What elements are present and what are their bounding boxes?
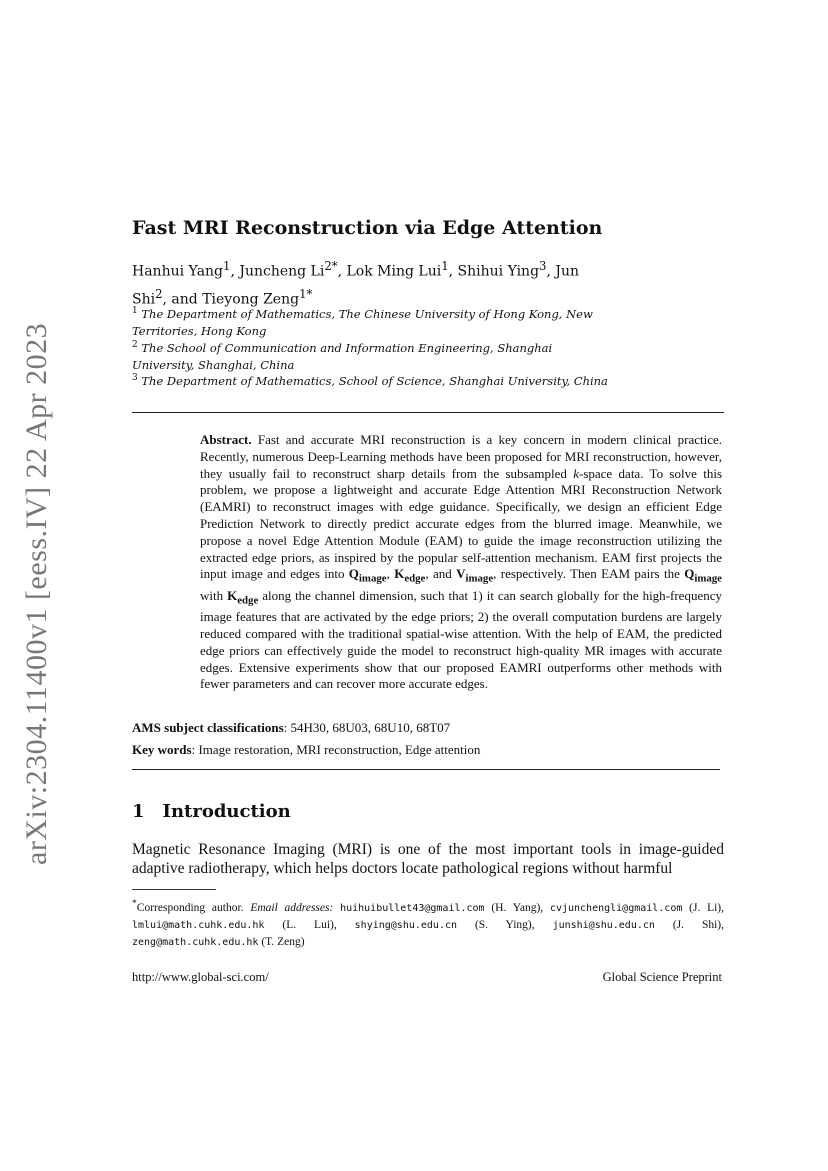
ams-value: : 54H30, 68U03, 68U10, 68T07: [283, 720, 451, 735]
author-name: Lok Ming Lui: [346, 263, 442, 280]
top-rule: [132, 412, 724, 413]
keywords-label: Key words: [132, 742, 192, 757]
abstract-text: -space data. To solve this problem, we propose a lightweight and accurate Edge Attention MRI Reconstruction Network (EAMRI) to reconstruct images with edge guidance. Specifically, we design an efficient Edge Prediction Network to directly predict accurate edges from the blurred image. Meanwhile, we propose a novel Edge Attention Module (EAM) to guide the image reconstruction utilizing the extracted edge priors, as inspired by the popular self-attention mechanism. EAM first projects the input image and edges into: [200, 465, 723, 582]
keywords-value: : Image restoration, MRI reconstruction, Edge attention: [191, 742, 481, 757]
author-and: and: [171, 291, 203, 308]
email-owner: (H. Yang),: [484, 901, 550, 914]
author-separator: ,: [230, 263, 240, 280]
footnote-mark: *: [132, 898, 137, 909]
author-separator: ,: [546, 263, 556, 280]
abstract-math-sub: image: [465, 572, 494, 585]
affiliation-text: The Department of Mathematics, The Chinese University of Hong Kong, New Territories, Hong Kong: [132, 306, 593, 338]
abstract-text: with: [200, 587, 228, 603]
author-name: Hanhui Yang: [132, 263, 224, 280]
section-heading: [132, 801, 291, 822]
affiliation: [132, 337, 612, 374]
abstract-label: Abstract.: [200, 432, 252, 447]
abstract-text: , and: [425, 566, 457, 582]
email-owner: (J. Shi),: [654, 918, 725, 931]
ams-classifications: [132, 720, 450, 736]
email-address[interactable]: shying@shu.edu.cn: [354, 919, 458, 931]
abstract-text: ,: [386, 566, 395, 582]
abstract-math-sub: edge: [404, 572, 426, 585]
author-mark: 1: [223, 259, 231, 273]
footer-url[interactable]: http://www.global-sci.com/: [132, 970, 269, 984]
email-address[interactable]: huihuibullet43@gmail.com: [340, 902, 485, 914]
email-owner: (T. Zeng): [258, 935, 305, 948]
footer-journal: Global Science Preprint: [602, 970, 722, 984]
footnote-rule: [132, 889, 216, 890]
abstract-math-sub: image: [358, 572, 387, 585]
affiliation: [132, 303, 612, 340]
author-mark: 3: [539, 259, 547, 273]
abstract-math: Q: [684, 566, 695, 582]
abstract: [200, 432, 722, 693]
abstract-math: k: [573, 465, 579, 481]
author-separator: ,: [162, 291, 172, 308]
email-address[interactable]: junshi@shu.edu.cn: [552, 919, 655, 931]
abstract-math: K: [394, 566, 405, 582]
email-address[interactable]: lmlui@math.cuhk.edu.hk: [132, 919, 265, 931]
author-separator: ,: [337, 263, 347, 280]
author-name: Juncheng Li: [239, 263, 325, 280]
section-title: Introduction: [162, 801, 291, 822]
author-mark: 2: [155, 286, 163, 301]
affiliation-mark: 3: [132, 373, 138, 383]
affiliation-text: The School of Communication and Information Engineering, Shanghai University, Shanghai, China: [132, 340, 553, 372]
intro-paragraph: Magnetic Resonance Imaging (MRI) is one of the most important tools in image-guided adaptive radiotherapy, which helps doctors locate pathological regions without harmful: [132, 841, 724, 877]
abstract-text: along the channel dimension, such that 1) it can search globally for the high-frequency image features that are activated by the edge priors; 2) the overall computation burdens are largely reduced compared with the traditional spatial-wise attention. With the help of EAM, the predicted edge priors can effectively guide the model to reconstruct high-quality MR images with accurate edges. Extensive experiments show that our proposed EAMRI outperforms other methods with fewer parameters and can recover more accurate edges.: [200, 587, 722, 692]
section-number: 1: [132, 801, 145, 822]
author-name: Jun Shi: [132, 263, 580, 308]
affiliation: [132, 370, 612, 390]
author-name: Shihui Ying: [457, 263, 540, 280]
author-separator: ,: [448, 263, 458, 280]
footnote-lead: Corresponding author.: [136, 901, 251, 914]
footnote: [132, 895, 724, 951]
author-mark: 1: [441, 259, 449, 273]
affiliation-text: The Department of Mathematics, School of Science, Shanghai University, China: [141, 373, 608, 388]
email-address[interactable]: zeng@math.cuhk.edu.hk: [132, 936, 259, 948]
email-owner: (L. Lui),: [264, 918, 355, 931]
abstract-text: , respectively. Then EAM pairs the: [493, 566, 685, 582]
affiliation-mark: 1: [132, 306, 138, 316]
bottom-rule: [132, 769, 720, 770]
author-mark: 1*: [299, 286, 313, 301]
arxiv-stamp: arXiv:2304.11400v1 [eess.IV] 22 Apr 2023: [20, 322, 53, 865]
paper-title: Fast MRI Reconstruction via Edge Attention: [132, 217, 603, 239]
abstract-math: Q: [348, 566, 359, 582]
email-owner: (J. Li),: [682, 901, 725, 914]
abstract-text: Fast and accurate MRI reconstruction is a key concern in modern clinical practice. Recently, numerous Deep-Learning methods have been proposed for MRI reconstruction, however, they usually fail to reconstruct sharp details from the subsampled: [200, 432, 723, 481]
affiliation-mark: 2: [132, 340, 138, 350]
email-owner: (S. Ying),: [457, 918, 553, 931]
abstract-math: V: [456, 566, 466, 582]
abstract-math-sub: image: [694, 572, 722, 585]
ams-label: AMS subject classifications: [132, 720, 284, 735]
abstract-math-sub: edge: [237, 594, 259, 607]
keywords: [132, 742, 480, 758]
author-name: Tieyong Zeng: [202, 291, 300, 308]
footnote-email-label: Email addresses:: [250, 901, 334, 914]
abstract-math: K: [227, 587, 238, 603]
email-address[interactable]: cvjunchengli@gmail.com: [549, 902, 683, 914]
author-mark: 2*: [324, 259, 338, 273]
